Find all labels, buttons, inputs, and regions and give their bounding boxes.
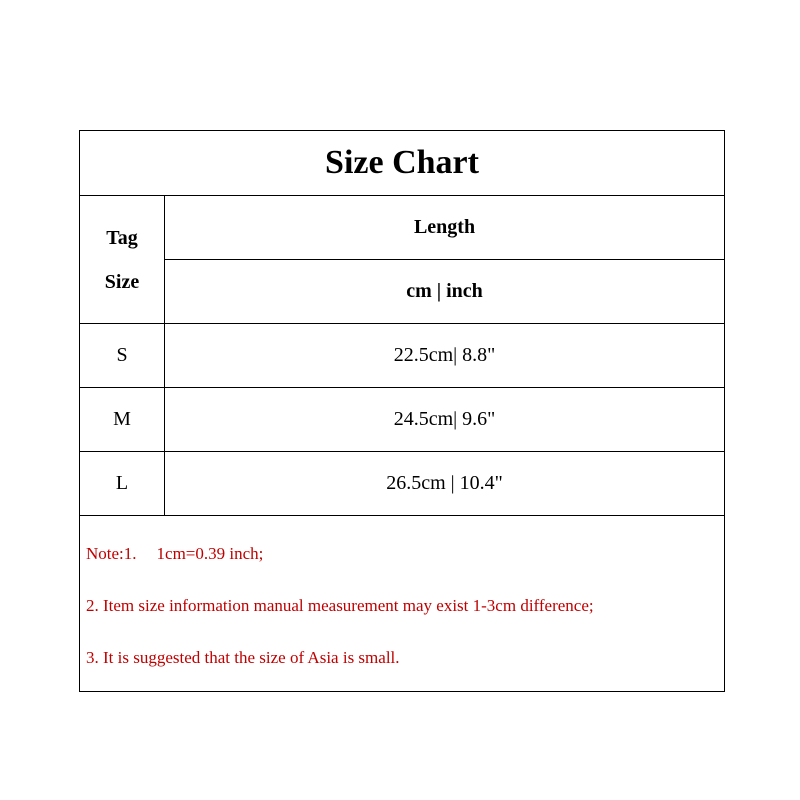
length-value-l: 26.5cm | 10.4" xyxy=(165,452,724,516)
tag-size-header xyxy=(80,196,165,324)
size-chart-table xyxy=(79,130,725,692)
note-2: 2. Item size information manual measurement may exist 1-3cm difference; xyxy=(86,596,594,615)
tag-header-line2: Size xyxy=(104,270,140,293)
notes-section xyxy=(86,516,722,691)
tag-header-line1: Tag xyxy=(106,226,138,249)
note-1 xyxy=(86,544,263,564)
size-cell-l: L xyxy=(80,452,165,516)
length-value-m: 24.5cm| 9.6" xyxy=(165,388,724,452)
note-1-text: 1cm=0.39 inch; xyxy=(156,544,264,563)
unit-header: cm | inch xyxy=(165,260,724,324)
length-header: Length xyxy=(165,196,724,260)
size-cell-s: S xyxy=(80,324,165,388)
note-label: Note:1. xyxy=(86,544,137,563)
length-value-s: 22.5cm| 8.8" xyxy=(165,324,724,388)
chart-title: Size Chart xyxy=(80,131,724,196)
size-cell-m: M xyxy=(80,388,165,452)
note-3: 3. It is suggested that the size of Asia is small. xyxy=(86,648,400,667)
